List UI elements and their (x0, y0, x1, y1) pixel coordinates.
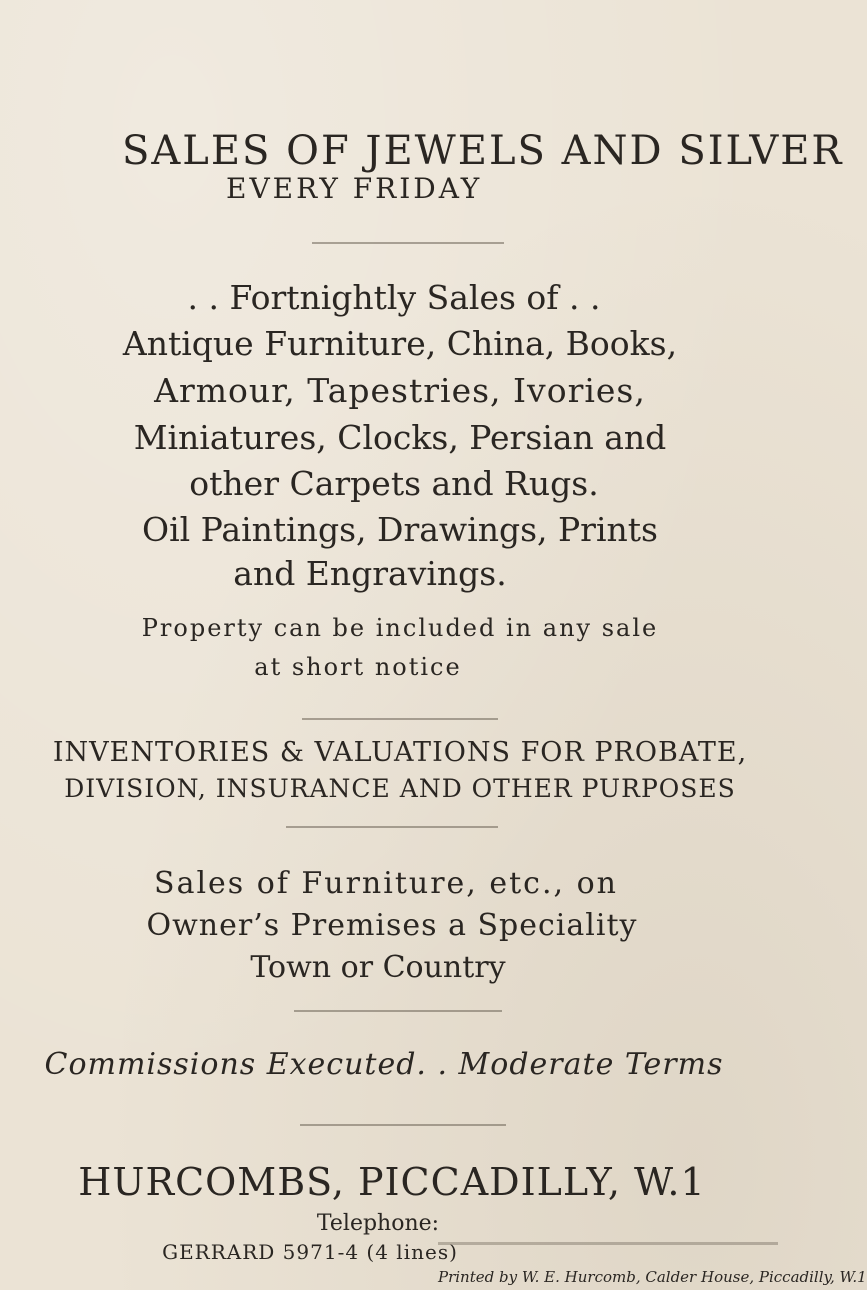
printer-imprint: Printed by W. E. Hurcomb, Calder House, Piccadilly, W.1 (438, 1268, 867, 1286)
fortnightly-line: Armour, Tapestries, Ivories, (154, 371, 646, 410)
fortnightly-line: Oil Paintings, Drawings, Prints (142, 510, 658, 549)
footer-rule (438, 1242, 778, 1245)
subhead: EVERY FRIDAY (226, 172, 483, 205)
owner-sales-line: Owner’s Premises a Speciality (146, 908, 638, 943)
fortnightly-line: other Carpets and Rugs. (189, 464, 599, 503)
divider (302, 718, 498, 720)
company-name: HURCOMBS, PICCADILLY, W.1 (78, 1160, 706, 1204)
commissions-line: Commissions Executed. . Moderate Terms (44, 1047, 724, 1082)
divider (286, 826, 498, 828)
fortnightly-line: . . Fortnightly Sales of . . (187, 278, 601, 317)
headline: SALES OF JEWELS AND SILVER (122, 128, 844, 174)
owner-sales-line: Town or Country (250, 950, 506, 985)
divider (294, 1010, 502, 1012)
divider (312, 242, 504, 244)
owner-sales-line: Sales of Furniture, etc., on (154, 866, 618, 901)
fortnightly-line: and Engravings. (233, 554, 507, 593)
divider (300, 1124, 506, 1126)
inventories-line: DIVISION, INSURANCE AND OTHER PURPOSES (64, 774, 736, 803)
fortnightly-line: Miniatures, Clocks, Persian and (133, 418, 667, 457)
inventories-line: INVENTORIES & VALUATIONS FOR PROBATE, (52, 737, 748, 768)
telephone-number: GERRARD 5971-4 (4 lines) (162, 1240, 458, 1264)
property-notice-line: Property can be included in any sale (141, 614, 659, 642)
telephone-label: Telephone: (316, 1211, 440, 1236)
fortnightly-line: Antique Furniture, China, Books, (122, 324, 678, 363)
property-notice-line: at short notice (254, 653, 462, 681)
